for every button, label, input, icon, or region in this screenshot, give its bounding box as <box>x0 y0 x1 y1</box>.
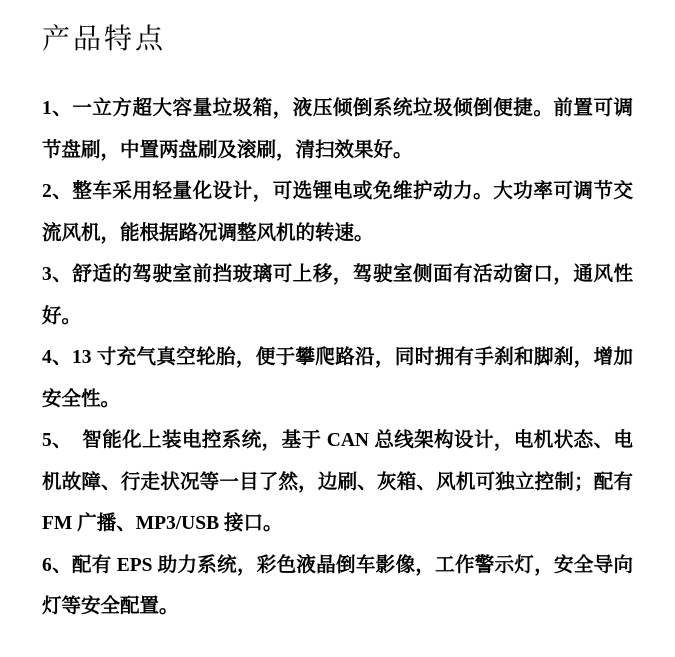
feature-6-line-2: 灯等安全配置。 <box>42 596 179 617</box>
feature-1-line-2: 节盘刷，中置两盘刷及滚刷，清扫效果好。 <box>42 139 413 161</box>
page-title: 产品特点 <box>42 24 167 55</box>
feature-item-4 <box>42 337 633 420</box>
feature-5-line-3: FM 广播、MP3/USB 接口。 <box>42 513 283 534</box>
feature-item-5 <box>42 420 633 545</box>
feature-item-1 <box>42 88 633 171</box>
feature-3-line-1: 3、舒适的驾驶室前挡玻璃可上移，驾驶室侧面有活动窗口，通风性 <box>42 264 633 285</box>
feature-3-line-2: 好。 <box>42 305 82 327</box>
feature-list <box>42 88 633 628</box>
feature-2-line-2: 流风机，能根据路况调整风机的转速。 <box>42 222 374 244</box>
feature-6-line-1: 6、配有 EPS 助力系统，彩色液晶倒车影像，工作警示灯，安全导向 <box>42 554 633 576</box>
feature-4-line-1: 4、13 寸充气真空轮胎，便于攀爬路沿，同时拥有手刹和脚刹，增加 <box>42 347 633 368</box>
feature-item-2 <box>42 171 633 254</box>
feature-4-line-2: 安全性。 <box>42 388 121 410</box>
feature-5-line-2: 机故障、行走状况等一目了然，边刷、灰箱、风机可独立控制；配有 <box>42 471 633 493</box>
feature-item-6 <box>42 545 633 628</box>
feature-item-3 <box>42 254 633 337</box>
feature-1-line-1: 1、一立方超大容量垃圾箱，液压倾倒系统垃圾倾倒便捷。前置可调 <box>42 98 633 119</box>
feature-5-line-1: 5、 智能化上装电控系统，基于 CAN 总线架构设计，电机状态、电 <box>42 430 633 451</box>
feature-2-line-1: 2、整车采用轻量化设计，可选锂电或免维护动力。大功率可调节交 <box>42 181 633 202</box>
